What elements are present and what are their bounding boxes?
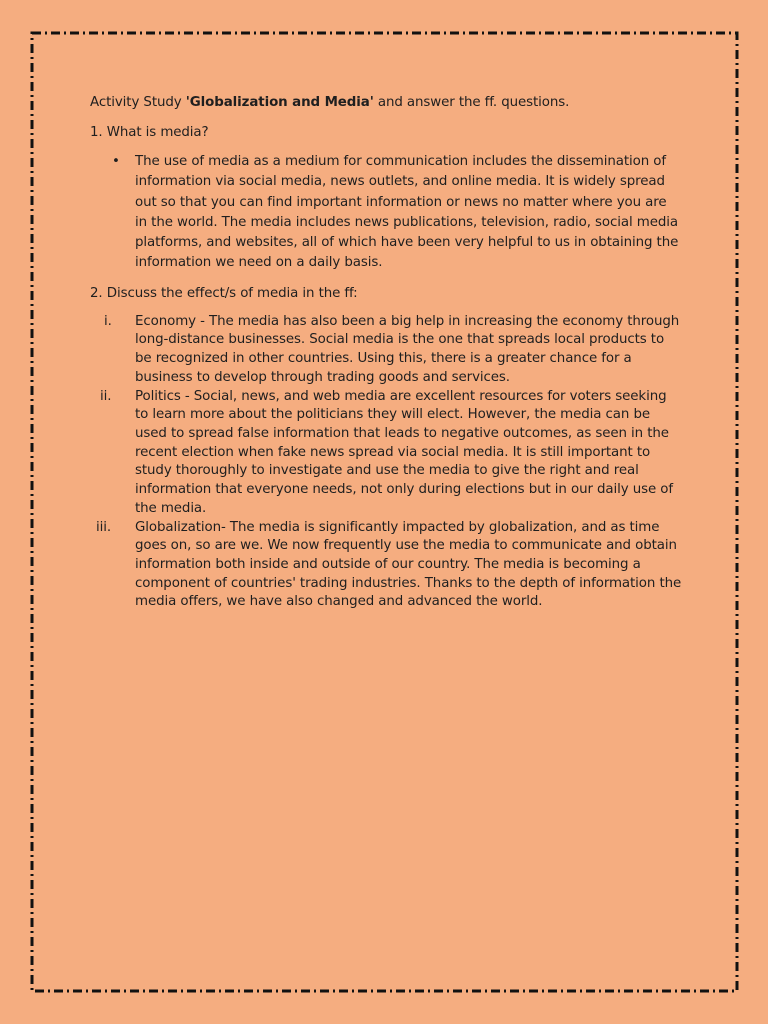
list-item-economy [90, 313, 690, 388]
list-item-number: ii. [100, 388, 112, 404]
question-1-label: 1. What is media? [90, 125, 209, 140]
list-item-text: Economy - The media has also been a big help in increasing the economy through long-distance businesses. Social media is the one that spreads local products to be recognized in other countries. Using this, there is a greater chance for a business to develop through trading goods and services. [135, 313, 680, 385]
question-1-answer-list [90, 152, 690, 274]
intro-prefix: Activity Study [90, 95, 186, 110]
intro-suffix: and answer the ff. questions. [373, 95, 570, 110]
list-item-text: Globalization- The media is significantly impacted by globalization, and as time goes on, so are we. We now frequently use the media to communicate and obtain information both inside and outside of our country. The media is becoming a component of countries' trading industries. Thanks to the depth of information the media offers, we have also changed and advanced the world. [135, 519, 682, 610]
list-item-globalization [90, 519, 690, 613]
list-item-text: Politics - Social, news, and web media are excellent resources for voters seeking to learn more about the politicians they will elect. However, the media can be used to spread false information that leads to negative outcomes, as seen in the recent election when fake news spread via social media. It is still important to study thoroughly to investigate and use the media to give the right and real information that everyone needs, not only during elections but in our daily use of the media. [135, 388, 674, 516]
list-item-number: i. [104, 313, 112, 329]
document-body [90, 93, 690, 612]
question-2-answer-list [90, 313, 690, 612]
bullet-icon: • [112, 154, 120, 169]
activity-topic-title: 'Globalization and Media' [185, 95, 374, 110]
question-1-answer: The use of media as a medium for communication includes the dissemination of information via social media, news outlets, and online media. It is widely spread out so that you can find important information or news no matter where you are in the world. The media includes news publications, television, radio, social media platforms, and websites, all of which have been very helpful to us in obtaining the information we need on a daily basis. [135, 154, 679, 271]
activity-instructions [90, 93, 690, 112]
list-item-politics [90, 388, 690, 519]
list-item-number: iii. [96, 519, 112, 535]
question-2-label: 2. Discuss the effect/s of media in the ff: [90, 285, 358, 301]
